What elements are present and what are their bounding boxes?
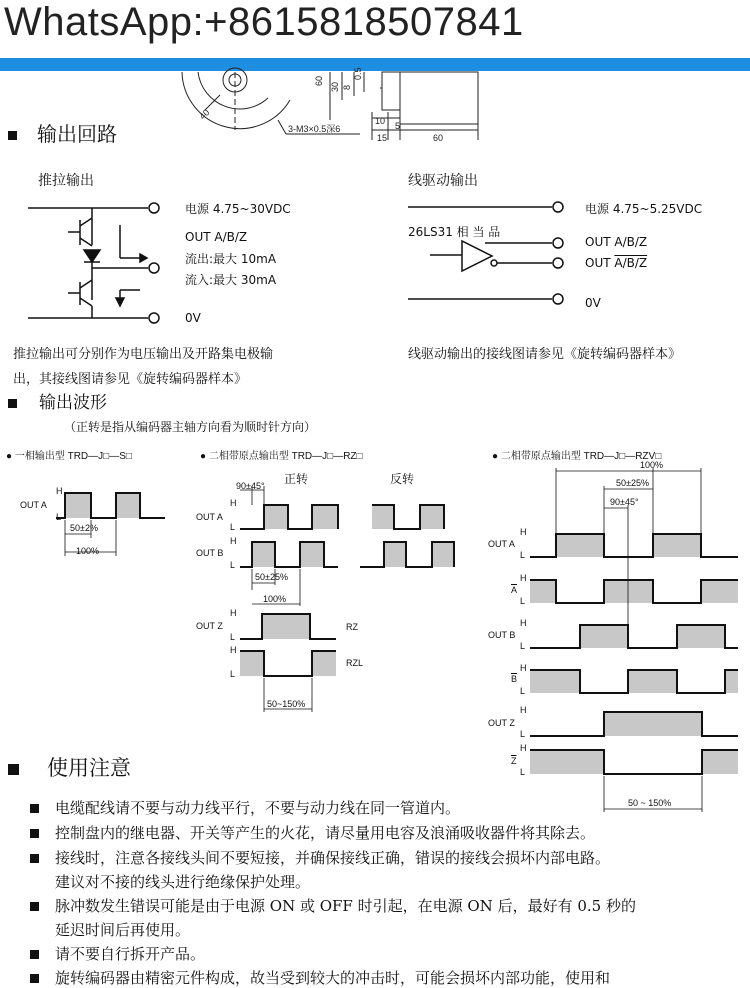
note-bullet bbox=[30, 974, 39, 983]
out-bar-text: A/B/Z bbox=[614, 256, 648, 270]
line-driver-desc: 线驱动输出的接线图请参见《旋转编码器样本》 bbox=[408, 347, 682, 362]
dim-label-5: 5 bbox=[395, 121, 401, 131]
push-pull-power: 电源 4.75~30VDC bbox=[185, 202, 291, 216]
dim-label-10: 10 bbox=[375, 116, 386, 126]
wf3-out-z: OUT Z bbox=[488, 718, 515, 728]
wf1-l: L bbox=[56, 512, 62, 522]
wf3-out-a: OUT A bbox=[488, 539, 515, 549]
dim-label-15: 15 bbox=[377, 133, 388, 143]
wf2-z-h: H bbox=[230, 608, 237, 618]
line-driver-power: 电源 4.75~5.25VDC bbox=[585, 202, 703, 216]
wf2-reverse: 反转 bbox=[390, 472, 415, 486]
dim-label-60b: 60 bbox=[433, 133, 444, 143]
dim-label-30: 30 bbox=[330, 81, 340, 92]
note-text: 脉冲数发生错误可能是由于电源 ON 或 OFF 时引起，在电源 ON 后，最好有 0.5 秒的 bbox=[55, 897, 636, 915]
section-title-text: 输出回路 bbox=[37, 122, 117, 146]
section-title-text: 输出波形 bbox=[39, 393, 107, 413]
dim-label-60: 60 bbox=[314, 75, 324, 86]
out-bar-prefix: OUT bbox=[585, 256, 615, 270]
section-bullet bbox=[8, 399, 17, 408]
wf3-dim-50-150: 50 ~ 150% bbox=[628, 798, 672, 808]
wf2-dim-100: 100% bbox=[263, 594, 287, 604]
wf2-dim-50-150: 50~150% bbox=[267, 699, 306, 709]
wf2-rz: RZ bbox=[346, 622, 358, 632]
note-text: 请不要自行拆开产品。 bbox=[55, 945, 206, 963]
note-item-4-cont: 延迟时间后再使用。 bbox=[55, 921, 191, 939]
section-title-output-circuit bbox=[8, 118, 117, 147]
wf3-bbar-h: H bbox=[520, 663, 527, 673]
section-bullet bbox=[8, 131, 17, 140]
wf1-out-a: OUT A bbox=[20, 500, 47, 510]
wf3-b-h: H bbox=[520, 618, 527, 628]
note-bullet bbox=[30, 950, 39, 959]
push-pull-source: 流出:最大 10mA bbox=[185, 252, 277, 266]
push-pull-desc-2: 出，其接线图请参见《旋转编码器样本》 bbox=[13, 372, 248, 387]
wf3-zbar-l: L bbox=[520, 767, 526, 777]
wf1-dim-100: 100% bbox=[76, 546, 100, 556]
wf2-out-b: OUT B bbox=[196, 548, 224, 558]
wf2-forward: 正转 bbox=[284, 472, 309, 486]
wf2-out-z: OUT Z bbox=[196, 621, 223, 631]
wf3-dim-100: 100% bbox=[640, 460, 664, 470]
wf3-abar-l: L bbox=[520, 596, 526, 606]
dim-label-0-5: 0.5 bbox=[353, 67, 363, 80]
wf2-zl-l: L bbox=[230, 669, 236, 679]
wf3-z-bar: $\overline{Z}$ bbox=[511, 756, 517, 766]
dim-label-thread: 3-M3×0.5深6 bbox=[288, 124, 341, 134]
wf2-zl-h: H bbox=[230, 645, 237, 655]
note-item-6 bbox=[30, 967, 610, 988]
line-driver-heading: 线驱动输出 bbox=[408, 173, 478, 189]
note-item-5 bbox=[30, 943, 205, 964]
dim-label-8: 8 bbox=[342, 84, 352, 90]
note-bullet bbox=[30, 829, 39, 838]
note-item-3 bbox=[30, 847, 610, 868]
waveform-subtitle: （正转是指从编码器主轴方向看为顺时针方向） bbox=[64, 420, 317, 434]
watermark-text: WhatsApp:+8615818507841 bbox=[4, 0, 524, 44]
wf2-a-l: L bbox=[230, 522, 236, 532]
wf3-a-l: L bbox=[520, 550, 526, 560]
waveform-type-3: ● 二相带原点输出型 TRD—J□—RZV□ bbox=[492, 451, 662, 462]
wf3-dim-50-25: 50±25% bbox=[616, 478, 649, 488]
wf2-dim-90: 90±45° bbox=[236, 481, 265, 491]
line-driver-0v: 0V bbox=[585, 296, 601, 310]
wf1-h: H bbox=[56, 486, 63, 496]
waveform-two-phase bbox=[240, 505, 454, 676]
note-bullet bbox=[30, 902, 39, 911]
wf2-rzl: RZL bbox=[346, 658, 364, 668]
wf3-z-l: L bbox=[520, 729, 526, 739]
note-item-3-cont: 建议对不接的线头进行绝缘保护处理。 bbox=[55, 873, 311, 891]
wf3-z-h: H bbox=[520, 705, 527, 715]
waveform-type-1: ● 一相输出型 TRD—J□—S□ bbox=[6, 451, 132, 462]
note-bullet bbox=[30, 804, 39, 813]
wf3-out-b: OUT B bbox=[488, 630, 516, 640]
line-driver-out-bar bbox=[585, 256, 647, 270]
note-text: 电缆配线请不要与动力线平行，不要与动力线在同一管道内。 bbox=[55, 799, 461, 817]
note-text: 旋转编码器由精密元件构成，故当受到较大的冲击时，可能会损坏内部功能，使用和 bbox=[55, 969, 611, 987]
section-title-notes bbox=[8, 752, 131, 782]
push-pull-out: OUT A/B/Z bbox=[185, 230, 248, 244]
note-text: 控制盘内的继电器、开关等产生的火花，请尽量用电容及浪涌吸收器件将其除去。 bbox=[55, 824, 596, 842]
note-bullet bbox=[30, 854, 39, 863]
wf2-dim-50-25: 50±25% bbox=[255, 572, 288, 582]
wf2-a-h: H bbox=[230, 498, 237, 508]
wf3-b-l: L bbox=[520, 641, 526, 651]
waveform-two-phase-line-driver bbox=[530, 534, 738, 774]
wf2-b-h: H bbox=[230, 536, 237, 546]
wf1-dim-50-2: 50±2% bbox=[70, 523, 98, 533]
section-title-text: 使用注意 bbox=[47, 756, 131, 780]
type-3-text: 二相带原点输出型 TRD—J□—RZV□ bbox=[500, 451, 662, 462]
wf3-dim-90: 90±45° bbox=[610, 497, 639, 507]
wf3-a-h: H bbox=[520, 527, 527, 537]
type-1-text: 一相输出型 TRD—J□—S□ bbox=[14, 451, 132, 462]
note-text: 接线时，注意各接线头间不要短接，并确保接线正确，错误的接线会损坏内部电路。 bbox=[55, 849, 611, 867]
note-item-2 bbox=[30, 822, 595, 843]
push-pull-sink: 流入:最大 30mA bbox=[185, 273, 277, 287]
wf3-abar-h: H bbox=[520, 573, 527, 583]
wf2-out-a: OUT A bbox=[196, 512, 223, 522]
line-driver-chip: 26LS31 相 当 品 bbox=[408, 225, 501, 239]
push-pull-circuit bbox=[28, 203, 159, 323]
section-title-waveform bbox=[8, 388, 107, 413]
section-bullet bbox=[8, 764, 19, 775]
type-2-text: 二相带原点输出型 TRD—J□—RZ□ bbox=[208, 451, 363, 462]
note-item-1 bbox=[30, 797, 460, 818]
note-item-4 bbox=[30, 895, 636, 916]
line-driver-out: OUT A/B/Z bbox=[585, 235, 648, 249]
dim-label-40: 40 bbox=[197, 107, 212, 122]
push-pull-desc-1: 推拉输出可分别作为电压输出及开路集电极输 bbox=[13, 347, 274, 362]
wf3-bbar-l: L bbox=[520, 686, 526, 696]
wf3-zbar-h: H bbox=[520, 743, 527, 753]
waveform-type-2: ● 二相带原点输出型 TRD—J□—RZ□ bbox=[200, 451, 363, 462]
waveform-single-phase bbox=[56, 493, 165, 518]
push-pull-0v: 0V bbox=[185, 311, 201, 325]
push-pull-heading: 推拉输出 bbox=[38, 173, 94, 189]
wf2-z-l: L bbox=[230, 632, 236, 642]
line-driver-circuit bbox=[408, 202, 563, 304]
wf2-b-l: L bbox=[230, 560, 236, 570]
wf3-a-bar: $\overline{A}$ bbox=[511, 585, 518, 595]
wf3-b-bar: $\overline{B}$ bbox=[511, 674, 518, 684]
